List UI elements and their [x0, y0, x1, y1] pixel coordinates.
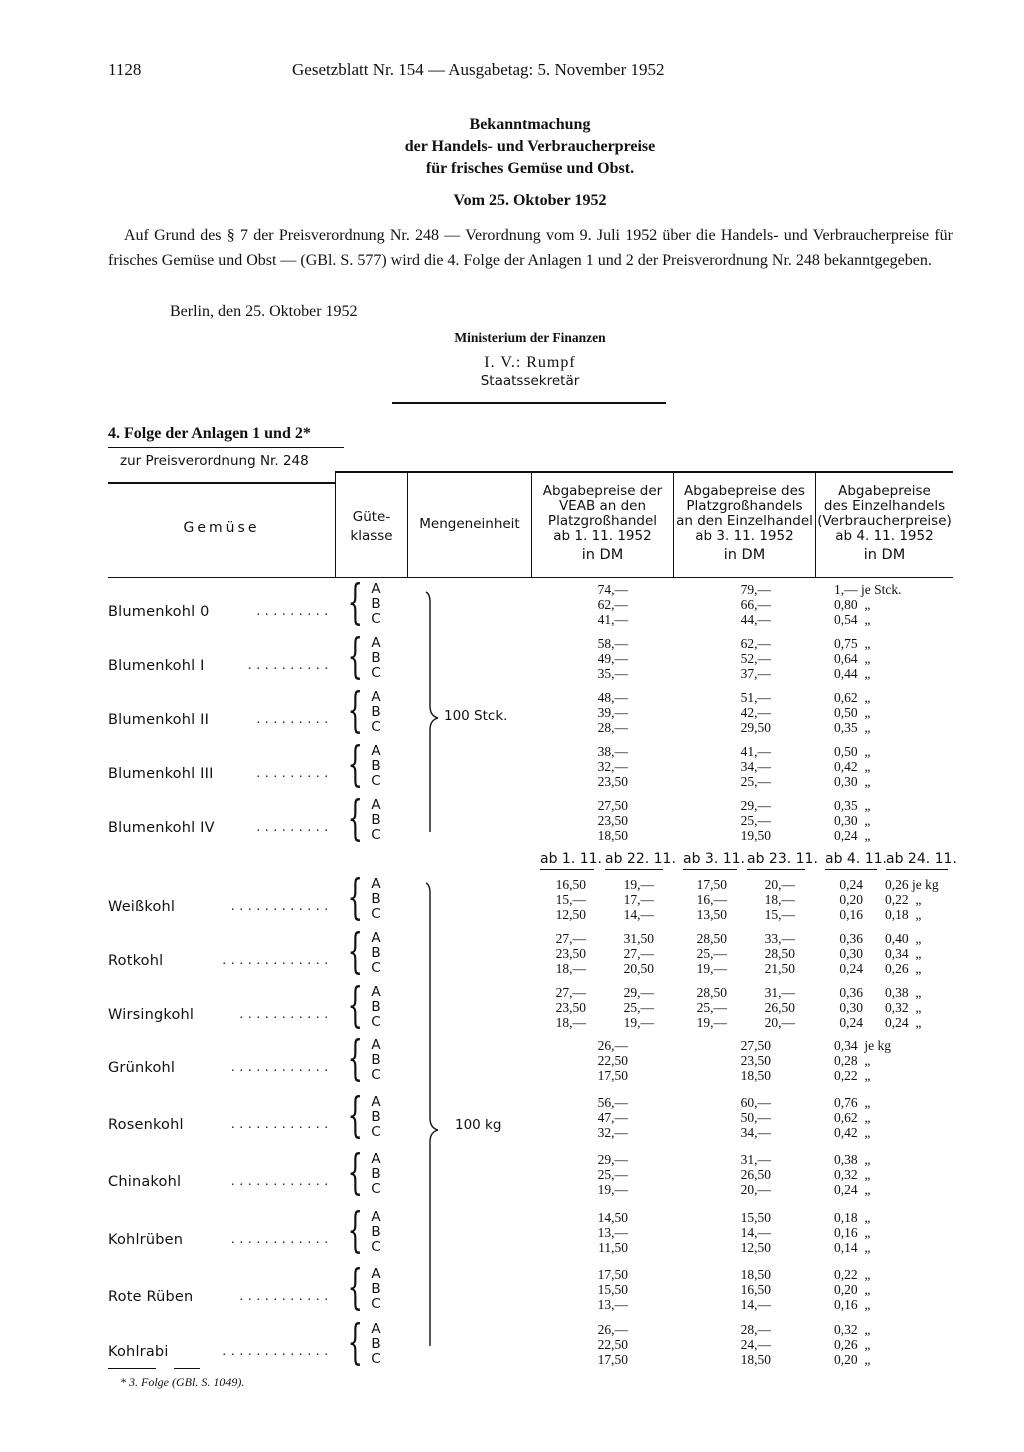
grade-b: B	[371, 1109, 381, 1125]
price-veab: 15,50	[597, 1282, 628, 1297]
unit-bracket	[418, 588, 448, 1348]
header-platz-3: an den Einzelhandel	[676, 513, 813, 529]
subhead-platz-2: ab 23. 11.	[747, 851, 818, 867]
price-veab: 25,—	[597, 1167, 628, 1182]
subhead-rule	[886, 869, 948, 870]
price-einzel: 0,24 „	[834, 1182, 871, 1197]
price-einzel: 0,20 „	[834, 1282, 871, 1297]
grade-brace: {	[347, 869, 363, 925]
product-name: Chinakohl	[108, 1174, 182, 1190]
price-platz: 50,—	[740, 1110, 771, 1125]
dot-leader: ..........	[248, 658, 333, 673]
dot-leader: ............	[231, 1117, 333, 1132]
price-einzel-2: 0,26 je kg	[885, 877, 939, 892]
price-platz-2: 18,—	[764, 892, 795, 907]
header-veab-5: in DM	[581, 547, 624, 563]
price-platz: 66,—	[740, 597, 771, 612]
price-platz-2: 20,—	[764, 877, 795, 892]
price-platz-2: 33,—	[764, 931, 795, 946]
price-platz-1: 28,50	[696, 931, 727, 946]
announcement-title-3: für frisches Gemüse und Obst.	[425, 160, 635, 177]
price-veab: 48,—	[597, 690, 628, 705]
grade-a: A	[371, 1151, 381, 1167]
price-einzel: 0,80 „	[834, 597, 871, 612]
signature: I. V.: Rumpf	[484, 354, 576, 371]
header-einzel-4: ab 4. 11. 1952	[835, 528, 934, 544]
price-veab: 23,50	[597, 813, 628, 828]
subhead-platz-1: ab 3. 11.	[683, 851, 745, 867]
product-name: Weißkohl	[108, 899, 176, 915]
section-title-rule	[108, 447, 344, 448]
subhead-veab-2: ab 22. 11.	[605, 851, 676, 867]
price-einzel: 0,30 „	[834, 813, 871, 828]
price-einzel: 0,50 „	[834, 705, 871, 720]
price-einzel-1: 0,16	[839, 907, 863, 922]
dot-leader: .............	[222, 1344, 333, 1359]
grade-a: A	[371, 1037, 381, 1053]
price-veab: 14,50	[597, 1210, 628, 1225]
grade-b: B	[371, 999, 381, 1015]
product-name: Blumenkohl II	[108, 712, 210, 728]
product-name: Blumenkohl 0	[108, 604, 210, 620]
grade-brace: {	[347, 628, 363, 684]
grade-b: B	[371, 704, 381, 720]
price-veab: 32,—	[597, 1125, 628, 1140]
price-platz-1: 19,—	[696, 961, 727, 976]
product-name: Grünkohl	[108, 1060, 176, 1076]
subhead-rule	[683, 869, 737, 870]
price-platz-1: 16,—	[696, 892, 727, 907]
price-veab: 13,—	[597, 1225, 628, 1240]
price-veab: 47,—	[597, 1110, 628, 1125]
grade-c: C	[371, 960, 381, 976]
subhead-rule	[605, 869, 663, 870]
header-platz-1: Abgabepreise des	[684, 483, 805, 499]
grade-c: C	[371, 611, 381, 627]
price-einzel: 0,44 „	[834, 666, 871, 681]
header-einzel-1: Abgabepreise	[838, 483, 931, 499]
grade-b: B	[371, 1052, 381, 1068]
product-name: Kohlrüben	[108, 1232, 184, 1248]
price-einzel: 0,75 „	[834, 636, 871, 651]
header-guete-1: Güte-	[352, 509, 391, 525]
grade-b: B	[371, 945, 381, 961]
price-einzel-2: 0,22 „	[885, 892, 922, 907]
price-platz: 62,—	[740, 636, 771, 651]
grade-a: A	[371, 1321, 381, 1337]
price-platz-2: 20,—	[764, 1015, 795, 1030]
grade-b: B	[371, 812, 381, 828]
price-einzel-2: 0,34 „	[885, 946, 922, 961]
page-header: Gesetzblatt Nr. 154 — Ausgabetag: 5. November 1952	[292, 60, 665, 79]
grade-c: C	[371, 827, 381, 843]
price-einzel-2: 0,38 „	[885, 985, 922, 1000]
price-einzel: 0,16 „	[834, 1297, 871, 1312]
price-platz: 29,50	[740, 720, 771, 735]
price-platz: 29,—	[740, 798, 771, 813]
price-einzel: 0,34 je kg	[834, 1038, 891, 1053]
grade-brace: {	[347, 1259, 363, 1315]
price-veab-2: 17,—	[623, 892, 654, 907]
price-veab: 17,50	[597, 1352, 628, 1367]
price-veab: 56,—	[597, 1095, 628, 1110]
header-einzel-3: (Verbraucherpreise)	[817, 513, 952, 529]
price-einzel: 0,20 „	[834, 1352, 871, 1367]
price-platz-2: 21,50	[764, 961, 795, 976]
grade-brace: {	[347, 1144, 363, 1200]
price-einzel-1: 0,36	[839, 931, 863, 946]
signature-rule	[392, 402, 666, 404]
product-name: Blumenkohl I	[108, 658, 205, 674]
subhead-veab-1: ab 1. 11.	[540, 851, 602, 867]
grade-a: A	[371, 743, 381, 759]
dot-leader: ............	[231, 1060, 333, 1075]
announcement-body: Auf Grund des § 7 der Preisverordnung Nr. 248 — Verordnung vom 9. Juli 1952 über die Handels- und Verbraucherpreise für frisches Gemüse und Obst — (GBl. S. 577) wird die 4. Folge der Anlagen 1 und 2 der Preisverordnung Nr. 248 bekanntgegeben.	[108, 227, 953, 269]
price-einzel-2: 0,24 „	[885, 1015, 922, 1030]
dot-leader: ............	[231, 1174, 333, 1189]
header-einzel-2: des Einzelhandels	[823, 498, 946, 514]
price-veab-1: 23,50	[555, 946, 586, 961]
grade-a: A	[371, 1209, 381, 1225]
price-veab-2: 29,—	[623, 985, 654, 1000]
header-guete-2: klasse	[350, 528, 393, 544]
header-gemuese: Gemüse	[183, 520, 260, 536]
grade-b: B	[371, 596, 381, 612]
price-platz: 27,50	[740, 1038, 771, 1053]
price-einzel-2: 0,18 „	[885, 907, 922, 922]
price-platz: 42,—	[740, 705, 771, 720]
unit-100-stck: 100 Stck.	[444, 708, 508, 724]
grade-brace: {	[347, 1314, 363, 1370]
price-veab: 32,—	[597, 759, 628, 774]
place-date: Berlin, den 25. Oktober 1952	[170, 303, 358, 320]
price-einzel: 0,38 „	[834, 1152, 871, 1167]
price-einzel: 0,16 „	[834, 1225, 871, 1240]
grade-brace: {	[347, 1202, 363, 1258]
price-einzel: 0,62 „	[834, 1110, 871, 1125]
grade-brace: {	[347, 1030, 363, 1086]
price-einzel: 0,62 „	[834, 690, 871, 705]
price-platz: 28,—	[740, 1322, 771, 1337]
price-platz: 26,50	[740, 1167, 771, 1182]
price-platz: 18,50	[740, 1267, 771, 1282]
price-platz: 41,—	[740, 744, 771, 759]
table-top-rule-left	[108, 482, 336, 484]
price-veab: 28,—	[597, 720, 628, 735]
grade-a: A	[371, 581, 381, 597]
grade-c: C	[371, 1124, 381, 1140]
price-veab: 26,—	[597, 1038, 628, 1053]
price-veab-2: 14,—	[623, 907, 654, 922]
grade-b: B	[371, 758, 381, 774]
grade-b: B	[371, 1166, 381, 1182]
price-veab: 74,—	[597, 582, 628, 597]
footnote-rule	[174, 1368, 200, 1369]
price-veab-2: 19,—	[623, 1015, 654, 1030]
price-einzel: 0,18 „	[834, 1210, 871, 1225]
dot-leader: .........	[256, 604, 333, 619]
grade-b: B	[371, 650, 381, 666]
subhead-einzel-2: ab 24. 11.	[886, 851, 957, 867]
price-platz: 51,—	[740, 690, 771, 705]
product-name: Blumenkohl III	[108, 766, 214, 782]
price-einzel: 0,35 „	[834, 720, 871, 735]
footnote: * 3. Folge (GBl. S. 1049).	[120, 1375, 245, 1389]
price-veab: 35,—	[597, 666, 628, 681]
section-title: 4. Folge der Anlagen 1 und 2*	[108, 425, 311, 442]
header-veab-1: Abgabepreise der	[542, 483, 663, 499]
price-einzel-1: 0,36	[839, 985, 863, 1000]
grade-c: C	[371, 719, 381, 735]
price-veab-2: 27,—	[623, 946, 654, 961]
header-einzel-5: in DM	[863, 547, 906, 563]
price-platz: 34,—	[740, 1125, 771, 1140]
price-veab: 62,—	[597, 597, 628, 612]
price-einzel: 0,24 „	[834, 828, 871, 843]
product-name: Rote Rüben	[108, 1289, 194, 1305]
announcement-title-2: der Handels- und Verbraucherpreise	[404, 138, 656, 155]
price-veab: 11,50	[598, 1240, 628, 1255]
price-einzel-1: 0,30	[839, 946, 863, 961]
price-einzel: 0,30 „	[834, 774, 871, 789]
grade-a: A	[371, 797, 381, 813]
price-einzel-2: 0,32 „	[885, 1000, 922, 1015]
dot-leader: .........	[256, 766, 333, 781]
price-einzel-1: 0,20	[839, 892, 863, 907]
announcement-title-1: Bekanntmachung	[469, 116, 591, 133]
price-einzel: 0,42 „	[834, 759, 871, 774]
grade-c: C	[371, 1239, 381, 1255]
price-platz: 79,—	[740, 582, 771, 597]
price-platz: 15,50	[740, 1210, 771, 1225]
price-platz: 60,—	[740, 1095, 771, 1110]
price-platz: 12,50	[740, 1240, 771, 1255]
price-platz-1: 17,50	[696, 877, 727, 892]
price-veab-2: 20,50	[623, 961, 654, 976]
dot-leader: .........	[256, 712, 333, 727]
price-veab-1: 23,50	[555, 1000, 586, 1015]
price-platz: 25,—	[740, 813, 771, 828]
price-veab: 17,50	[597, 1267, 628, 1282]
price-einzel: 0,35 „	[834, 798, 871, 813]
price-platz-1: 28,50	[696, 985, 727, 1000]
page-number: 1128	[108, 60, 142, 79]
price-veab: 22,50	[597, 1337, 628, 1352]
price-einzel: 0,42 „	[834, 1125, 871, 1140]
price-einzel: 0,32 „	[834, 1322, 871, 1337]
dot-leader: ...........	[239, 1289, 333, 1304]
price-veab-1: 12,50	[555, 907, 586, 922]
price-einzel-1: 0,24	[839, 961, 863, 976]
price-einzel-2: 0,26 „	[885, 961, 922, 976]
price-platz-2: 31,—	[764, 985, 795, 1000]
header-veab-2: VEAB an den	[558, 498, 647, 514]
price-einzel-2: 0,40 „	[885, 931, 922, 946]
header-platz-4: ab 3. 11. 1952	[695, 528, 794, 544]
price-platz: 24,—	[740, 1337, 771, 1352]
price-einzel: 0,64 „	[834, 651, 871, 666]
price-veab: 23,50	[597, 774, 628, 789]
grade-c: C	[371, 1351, 381, 1367]
price-platz-1: 25,—	[696, 1000, 727, 1015]
dot-leader: ............	[231, 1232, 333, 1247]
grade-c: C	[371, 773, 381, 789]
header-platz-5: in DM	[723, 547, 766, 563]
price-veab: 26,—	[597, 1322, 628, 1337]
price-veab: 39,—	[597, 705, 628, 720]
price-einzel: 0,50 „	[834, 744, 871, 759]
announcement-date: Vom 25. Oktober 1952	[453, 192, 607, 209]
grade-brace: {	[347, 977, 363, 1033]
grade-a: A	[371, 1094, 381, 1110]
price-platz: 14,—	[740, 1297, 771, 1312]
unit-100-kg: 100 kg	[455, 1117, 502, 1133]
grade-c: C	[371, 1296, 381, 1312]
header-veab-4: ab 1. 11. 1952	[553, 528, 652, 544]
price-veab: 19,—	[597, 1182, 628, 1197]
price-platz-2: 26,50	[764, 1000, 795, 1015]
price-platz: 16,50	[740, 1282, 771, 1297]
price-platz: 34,—	[740, 759, 771, 774]
price-platz: 18,50	[740, 1068, 771, 1083]
grade-a: A	[371, 876, 381, 892]
price-einzel-1: 0,24	[839, 877, 863, 892]
price-veab-1: 18,—	[555, 1015, 586, 1030]
ministry: Ministerium der Finanzen	[454, 330, 606, 345]
price-platz-1: 13,50	[696, 907, 727, 922]
product-name: Wirsingkohl	[108, 1007, 195, 1023]
price-einzel: 0,14 „	[834, 1240, 871, 1255]
header-platz-2: Platzgroßhandels	[686, 498, 803, 514]
price-platz: 19,50	[740, 828, 771, 843]
header-veab-3: Platzgroßhandel	[547, 513, 658, 529]
price-platz: 37,—	[740, 666, 771, 681]
price-platz-2: 15,—	[764, 907, 795, 922]
product-name: Rotkohl	[108, 953, 164, 969]
dot-leader: .........	[256, 820, 333, 835]
subhead-rule	[825, 869, 877, 870]
footnote-rule	[108, 1368, 156, 1369]
grade-a: A	[371, 635, 381, 651]
grade-c: C	[371, 1181, 381, 1197]
price-platz: 20,—	[740, 1182, 771, 1197]
grade-b: B	[371, 1336, 381, 1352]
section-subtitle: zur Preisverordnung Nr. 248	[120, 453, 309, 469]
price-platz: 18,50	[740, 1352, 771, 1367]
subhead-einzel-1: ab 4. 11.	[825, 851, 887, 867]
price-veab-2: 19,—	[623, 877, 654, 892]
signer-title: Staatssekretär	[480, 373, 580, 389]
grade-b: B	[371, 1281, 381, 1297]
grade-brace: {	[347, 1087, 363, 1143]
grade-a: A	[371, 1266, 381, 1282]
price-einzel-1: 0,24	[839, 1015, 863, 1030]
grade-brace: {	[347, 574, 363, 630]
subhead-rule	[747, 869, 805, 870]
price-platz-2: 28,50	[764, 946, 795, 961]
price-einzel: 0,22 „	[834, 1068, 871, 1083]
price-veab: 22,50	[597, 1053, 628, 1068]
price-veab-1: 18,—	[555, 961, 586, 976]
price-veab: 41,—	[597, 612, 628, 627]
price-veab: 18,50	[597, 828, 628, 843]
dot-leader: .............	[222, 953, 333, 968]
subhead-rule	[540, 869, 594, 870]
price-einzel-1: 0,30	[839, 1000, 863, 1015]
dot-leader: ............	[231, 899, 333, 914]
price-einzel: 0,26 „	[834, 1337, 871, 1352]
price-platz: 23,50	[740, 1053, 771, 1068]
price-veab: 38,—	[597, 744, 628, 759]
price-veab-1: 27,—	[555, 985, 586, 1000]
price-veab: 27,50	[597, 798, 628, 813]
price-veab: 17,50	[597, 1068, 628, 1083]
dot-leader: ...........	[239, 1007, 333, 1022]
price-veab: 13,—	[597, 1297, 628, 1312]
price-veab-1: 27,—	[555, 931, 586, 946]
price-veab-1: 15,—	[555, 892, 586, 907]
price-platz: 31,—	[740, 1152, 771, 1167]
price-platz: 52,—	[740, 651, 771, 666]
grade-a: A	[371, 689, 381, 705]
grade-brace: {	[347, 682, 363, 738]
price-einzel: 0,32 „	[834, 1167, 871, 1182]
price-einzel: 0,22 „	[834, 1267, 871, 1282]
grade-c: C	[371, 1067, 381, 1083]
grade-c: C	[371, 665, 381, 681]
grade-brace: {	[347, 923, 363, 979]
price-platz: 14,—	[740, 1225, 771, 1240]
price-einzel: 1,— je Stck.	[834, 582, 902, 597]
table-top-rule	[335, 471, 953, 473]
price-veab-2: 25,—	[623, 1000, 654, 1015]
product-name: Rosenkohl	[108, 1117, 184, 1133]
price-veab-2: 31,50	[623, 931, 654, 946]
grade-c: C	[371, 906, 381, 922]
price-veab: 29,—	[597, 1152, 628, 1167]
price-platz-1: 25,—	[696, 946, 727, 961]
price-veab: 49,—	[597, 651, 628, 666]
price-einzel: 0,54 „	[834, 612, 871, 627]
price-einzel: 0,76 „	[834, 1095, 871, 1110]
grade-a: A	[371, 984, 381, 1000]
price-einzel: 0,28 „	[834, 1053, 871, 1068]
product-name: Kohlrabi	[108, 1344, 169, 1360]
price-veab: 58,—	[597, 636, 628, 651]
product-name: Blumenkohl IV	[108, 820, 215, 836]
price-platz: 44,—	[740, 612, 771, 627]
price-veab-1: 16,50	[555, 877, 586, 892]
grade-b: B	[371, 1224, 381, 1240]
grade-brace: {	[347, 736, 363, 792]
grade-a: A	[371, 930, 381, 946]
header-menge: Mengeneinheit	[419, 516, 520, 532]
grade-b: B	[371, 891, 381, 907]
grade-c: C	[371, 1014, 381, 1030]
price-platz: 25,—	[740, 774, 771, 789]
price-platz-1: 19,—	[696, 1015, 727, 1030]
grade-brace: {	[347, 790, 363, 846]
